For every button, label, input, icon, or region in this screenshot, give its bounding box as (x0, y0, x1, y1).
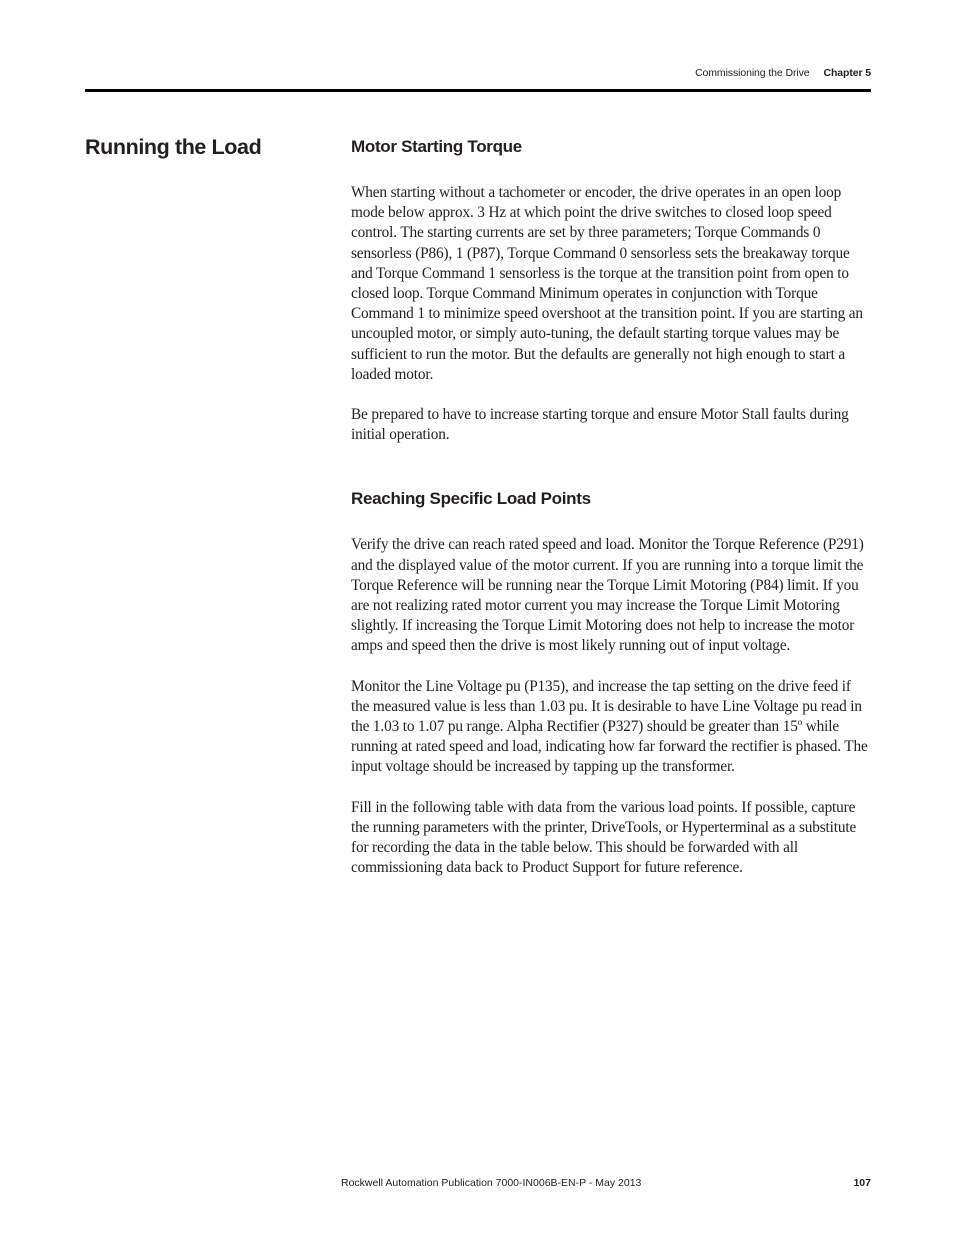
paragraph-2-text-after: while running at rated speed and load, indicating how far forward the rectifier is phased. The input voltage should be increased by tapping up the transformer. (351, 718, 868, 776)
reaching-load-points-paragraph-3: Fill in the following table with data from the various load points. If possible, capture the running parameters with the printer, DriveTools, or Hyperterminal as a substitute for recording the data in the table below. This should be forwarded with all commissioning data back to Product Support for future reference. (351, 798, 857, 877)
page-number: 107 (853, 1177, 871, 1189)
reaching-load-points-paragraph-2 (351, 677, 871, 778)
paragraph-2-text-before: Monitor the Line Voltage pu (P135), and increase the tap setting on the drive feed if the measured value is less than 1.03 pu. It is desirable to have Line Voltage pu read in the 1.03 to 1.07 pu range. Alpha Rectifier (P327) should be greater than 15 (351, 677, 862, 736)
degree-superscript: o (797, 716, 803, 727)
footer-publication: Rockwell Automation Publication 7000-IN006B-EN-P - May 2013 (341, 1177, 642, 1189)
reaching-load-points-paragraph-1: Verify the drive can reach rated speed and load. Monitor the Torque Reference (P291) and the displayed value of the motor current. If you are running into a torque limit the Torque Reference will be running near the Torque Limit Motoring (P84) limit. If you are not realizing rated motor current you may increase the Torque Limit Motoring slightly. If increasing the Torque Limit Motoring does not help to increase the motor amps and speed then the drive is most likely running out of input voltage. (351, 536, 864, 655)
motor-starting-torque-heading: Motor Starting Torque (351, 137, 522, 156)
main-content (351, 135, 871, 878)
section-title: Running the Load (85, 135, 262, 159)
reaching-load-points-heading: Reaching Specific Load Points (351, 489, 591, 509)
header-rule (85, 89, 871, 92)
header-section-name: Commissioning the Drive (695, 67, 810, 79)
motor-starting-torque-paragraph-1: When starting without a tachometer or encoder, the drive operates in an open loop mode below approx. 3 Hz at which point the drive switches to closed loop speed control. The starting currents are set by three parameters; Torque Commands 0 sensorless (P86), 1 (P87), Torque Command 0 sensorless sets the breakaway torque and Torque Command 1 sensorless is the torque at the transition point from open to closed loop. Torque Command Minimum operates in conjunction with Torque Command 1 to minimize speed overshoot at the transition point. If you are starting an uncoupled motor, or simply auto-tuning, the default starting torque values may be sufficient to run the motor. But the defaults are generally not high enough to start a loaded motor. (351, 184, 863, 383)
motor-starting-torque-paragraph-2: Be prepared to have to increase starting torque and ensure Motor Stall faults during initial operation. (351, 406, 849, 444)
header-chapter: Chapter 5 (823, 67, 871, 79)
running-header (695, 67, 871, 79)
